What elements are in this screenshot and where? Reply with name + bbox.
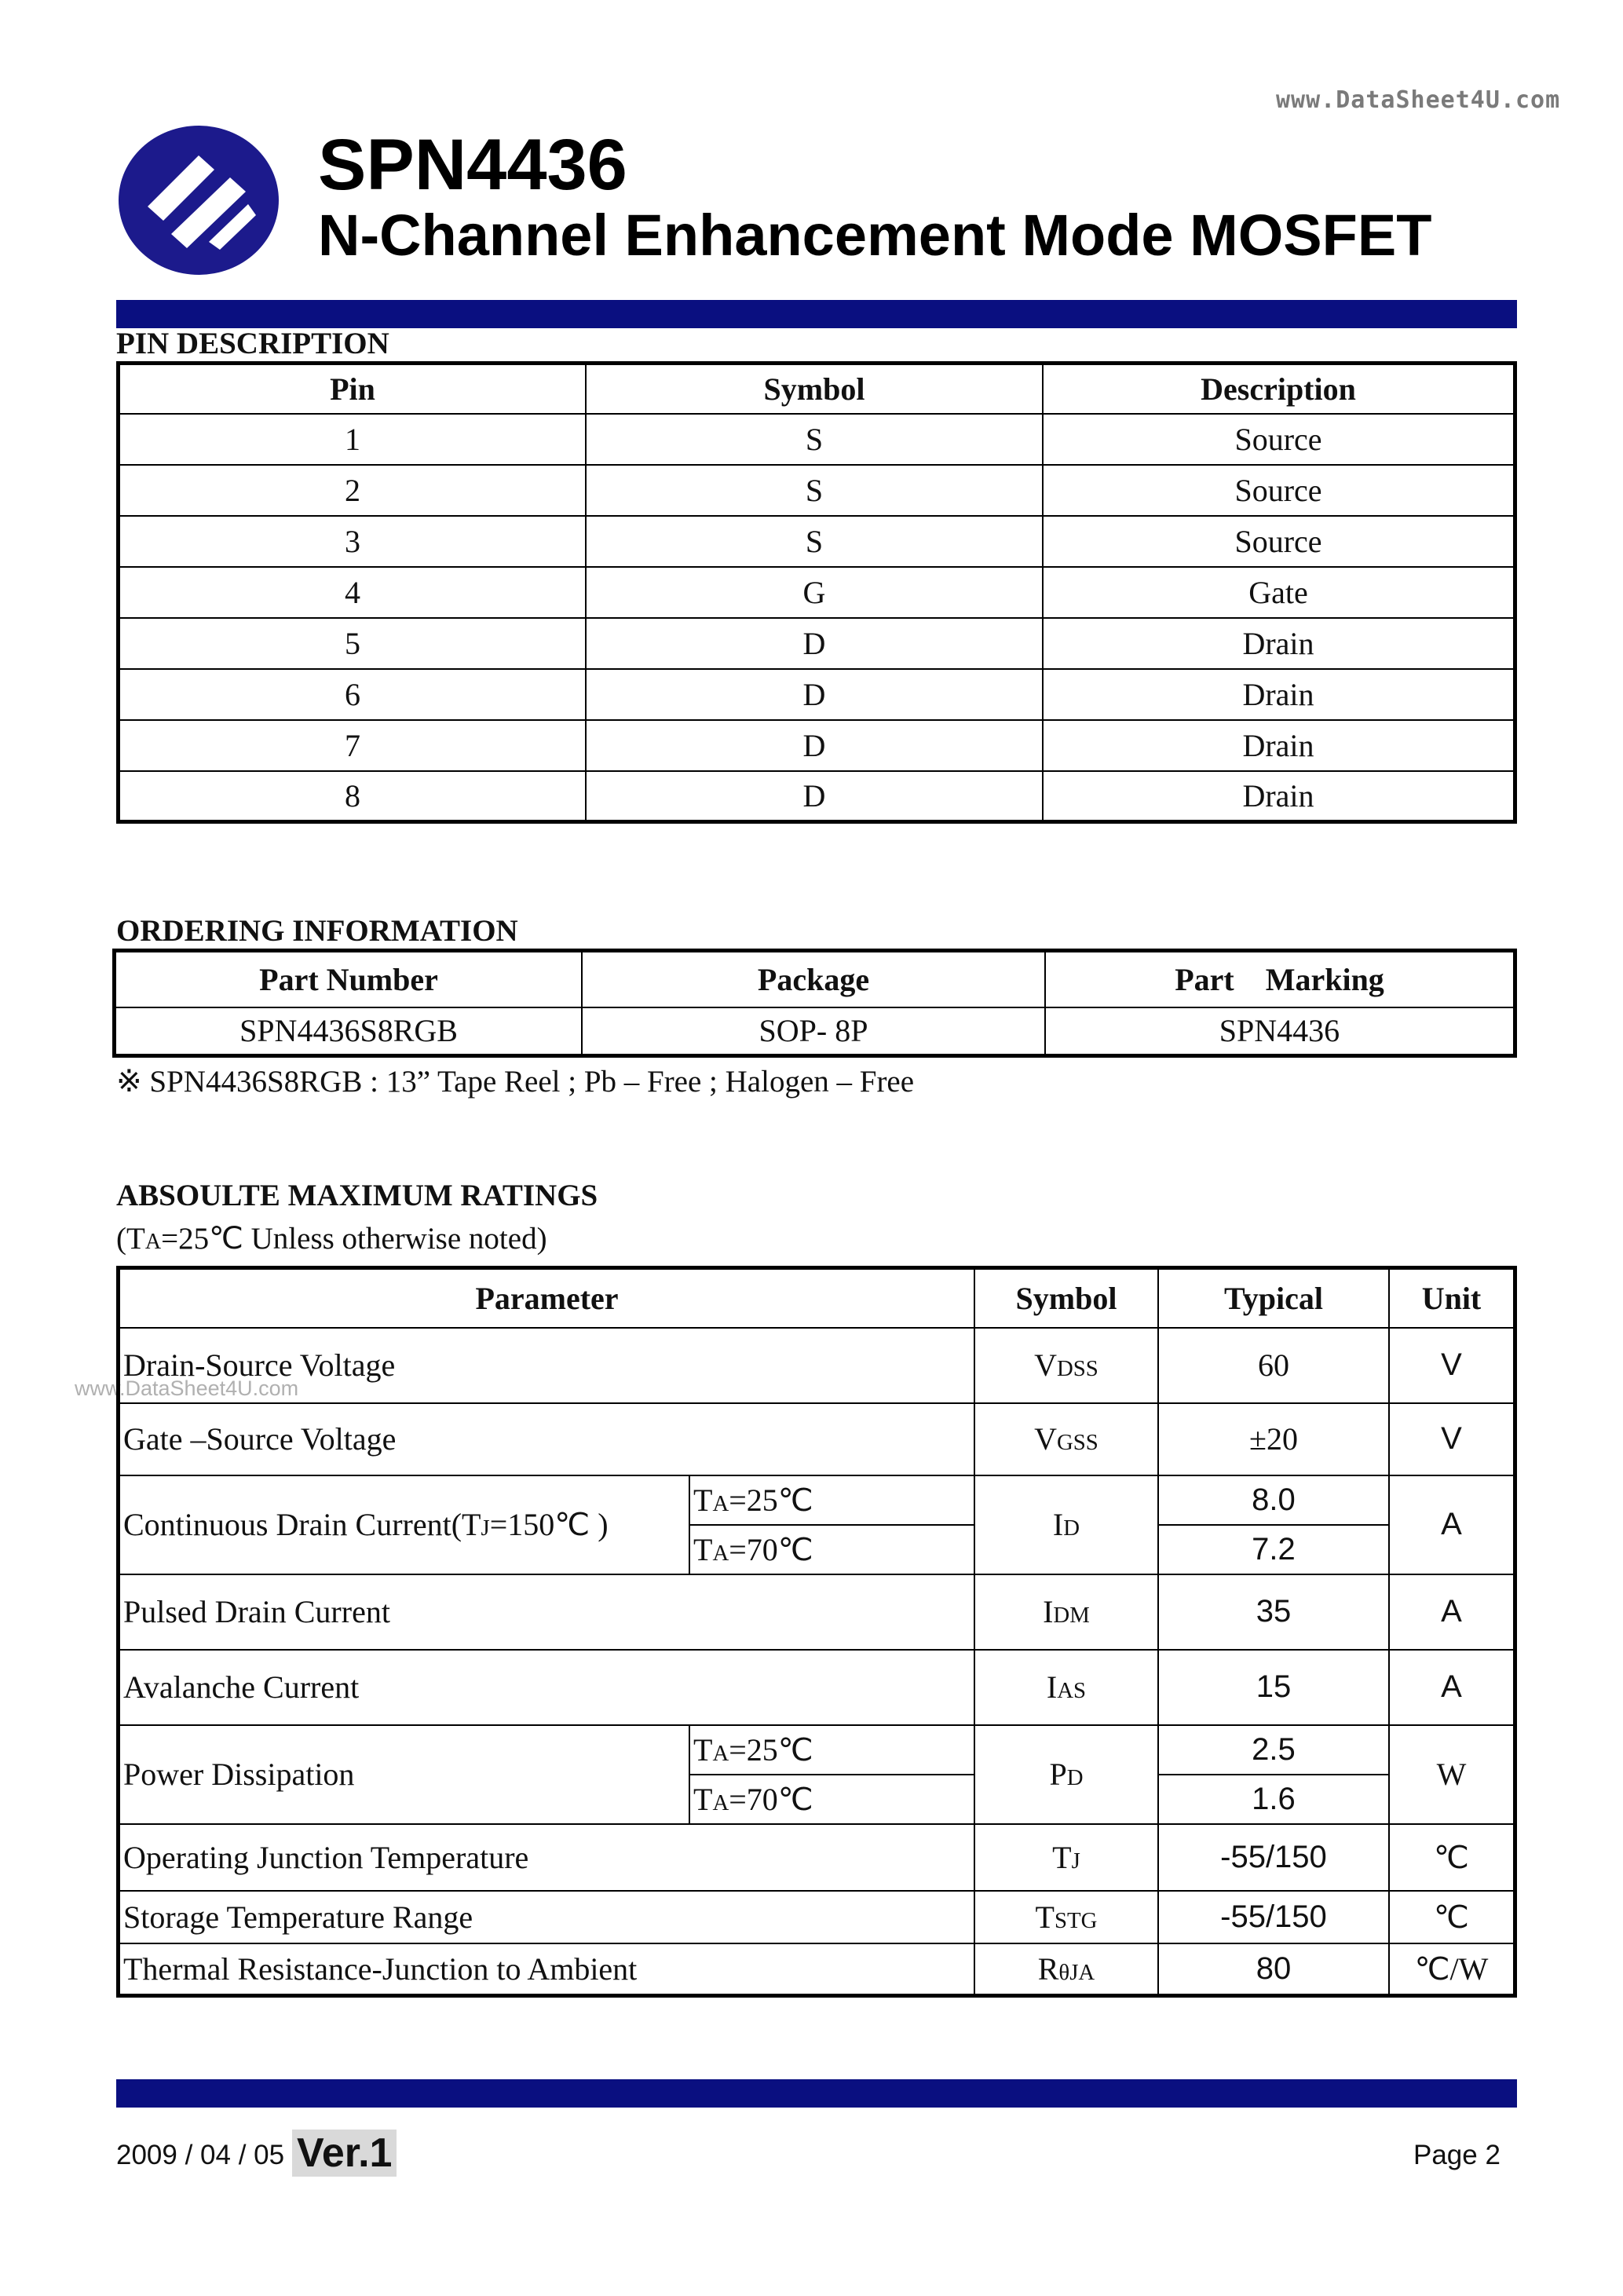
table-row	[119, 567, 1515, 618]
ordering-info-title: ORDERING INFORMATION	[116, 914, 518, 948]
param-cell: Power Dissipation	[119, 1725, 690, 1824]
cell: 4	[119, 567, 587, 618]
table-row	[119, 771, 1515, 822]
param-cell: Operating Junction Temperature	[119, 1824, 974, 1891]
value-cell: 35	[1158, 1574, 1389, 1650]
cell: 5	[119, 618, 587, 669]
param-cell: Pulsed Drain Current	[119, 1574, 974, 1650]
col-header: Part Marking	[1045, 951, 1515, 1007]
table-row	[119, 1725, 1515, 1775]
symbol-cell: TJ	[974, 1824, 1158, 1891]
cell: SPN4436	[1045, 1007, 1515, 1056]
param-cell: Gate –Source Voltage	[119, 1403, 974, 1475]
param-cell: Storage Temperature Range	[119, 1891, 974, 1943]
page-number: Page 2	[1413, 2140, 1501, 2170]
table-row	[119, 516, 1515, 567]
col-header: Pin	[119, 364, 587, 414]
table-row	[119, 669, 1515, 720]
cell: S	[586, 465, 1043, 516]
col-header: Package	[582, 951, 1045, 1007]
cell: G	[586, 567, 1043, 618]
col-header: Symbol	[586, 364, 1043, 414]
symbol-cell: IAS	[974, 1650, 1158, 1725]
table-header-row	[119, 1268, 1515, 1328]
param-cell: Thermal Resistance-Junction to Ambient	[119, 1943, 974, 1996]
ordering-note: ※ SPN4436S8RGB : 13” Tape Reel ; Pb – Free ; Halogen – Free	[116, 1065, 915, 1099]
unit-cell: A	[1389, 1475, 1515, 1574]
cell: 6	[119, 669, 587, 720]
condition-cell: TA=25℃	[689, 1475, 974, 1525]
cell: Drain	[1043, 771, 1515, 822]
value-cell: 15	[1158, 1650, 1389, 1725]
table-row	[119, 1574, 1515, 1650]
unit-cell: ℃	[1389, 1824, 1515, 1891]
pin-description-title: PIN DESCRIPTION	[116, 327, 389, 360]
device-subtitle: N-Channel Enhancement Mode MOSFET	[318, 203, 1432, 268]
pin-description-table	[116, 361, 1517, 824]
cell: 8	[119, 771, 587, 822]
cell: Source	[1043, 465, 1515, 516]
symbol-cell: VGSS	[974, 1403, 1158, 1475]
unit-cell: A	[1389, 1650, 1515, 1725]
cell: Source	[1043, 516, 1515, 567]
col-header: Part Number	[115, 951, 583, 1007]
watermark-url: www.DataSheet4U.com	[1276, 86, 1561, 114]
symbol-cell: IDM	[974, 1574, 1158, 1650]
table-header-row	[115, 951, 1515, 1007]
unit-cell: ℃/W	[1389, 1943, 1515, 1996]
header-divider-bar	[116, 300, 1517, 328]
condition-cell: TA=70℃	[689, 1525, 974, 1574]
table-header-row	[119, 364, 1515, 414]
table-row	[115, 1007, 1515, 1056]
cell: 2	[119, 465, 587, 516]
cell: Drain	[1043, 720, 1515, 771]
table-row	[119, 465, 1515, 516]
table-row	[119, 1650, 1515, 1725]
symbol-cell: RθJA	[974, 1943, 1158, 1996]
cell: SPN4436S8RGB	[115, 1007, 583, 1056]
param-cell: Continuous Drain Current(TJ=150℃ )	[119, 1475, 690, 1574]
cell: S	[586, 414, 1043, 465]
ordering-info-table	[112, 949, 1517, 1058]
value-cell: -55/150	[1158, 1891, 1389, 1943]
symbol-cell: TSTG	[974, 1891, 1158, 1943]
version-badge: Ver.1	[292, 2130, 397, 2177]
table-row	[119, 618, 1515, 669]
footer-divider-bar	[116, 2079, 1517, 2108]
table-row	[119, 1328, 1515, 1403]
col-header: Typical	[1158, 1268, 1389, 1328]
symbol-cell: PD	[974, 1725, 1158, 1824]
table-row	[119, 414, 1515, 465]
unit-cell: W	[1389, 1725, 1515, 1824]
cell: D	[586, 618, 1043, 669]
value-cell: 1.6	[1158, 1775, 1389, 1824]
symbol-cell: VDSS	[974, 1328, 1158, 1403]
cell: Drain	[1043, 669, 1515, 720]
unit-cell: V	[1389, 1403, 1515, 1475]
watermark-url-side: www.DataSheet4U.com	[75, 1377, 299, 1400]
cell: D	[586, 720, 1043, 771]
unit-cell: A	[1389, 1574, 1515, 1650]
company-logo	[116, 124, 281, 277]
param-cell: Drain-Source Voltage	[119, 1328, 974, 1403]
col-header: Symbol	[974, 1268, 1158, 1328]
value-cell: 80	[1158, 1943, 1389, 1996]
cell: 7	[119, 720, 587, 771]
value-cell: ±20	[1158, 1403, 1389, 1475]
cell: S	[586, 516, 1043, 567]
table-row	[119, 1943, 1515, 1996]
table-row	[119, 720, 1515, 771]
symbol-cell: ID	[974, 1475, 1158, 1574]
cell: Source	[1043, 414, 1515, 465]
footer-date: 2009 / 04 / 05	[116, 2140, 285, 2170]
value-cell: 8.0	[1158, 1475, 1389, 1525]
cell: 1	[119, 414, 587, 465]
value-cell: -55/150	[1158, 1824, 1389, 1891]
condition-cell: TA=70℃	[689, 1775, 974, 1824]
cell: Drain	[1043, 618, 1515, 669]
table-row	[119, 1824, 1515, 1891]
param-cell: Avalanche Current	[119, 1650, 974, 1725]
cell: D	[586, 771, 1043, 822]
col-header: Parameter	[119, 1268, 974, 1328]
col-header: Description	[1043, 364, 1515, 414]
table-row	[119, 1475, 1515, 1525]
unit-cell: V	[1389, 1328, 1515, 1403]
condition-cell: TA=25℃	[689, 1725, 974, 1775]
ratings-condition: (TA=25℃ Unless otherwise noted)	[116, 1222, 547, 1256]
cell: Gate	[1043, 567, 1515, 618]
ratings-table	[116, 1266, 1517, 1998]
table-row	[119, 1891, 1515, 1943]
unit-cell: ℃	[1389, 1891, 1515, 1943]
ratings-title: ABSOULTE MAXIMUM RATINGS	[116, 1179, 598, 1212]
value-cell: 7.2	[1158, 1525, 1389, 1574]
value-cell: 2.5	[1158, 1725, 1389, 1775]
cell: SOP- 8P	[582, 1007, 1045, 1056]
part-number-title: SPN4436	[318, 125, 627, 205]
cell: 3	[119, 516, 587, 567]
cell: D	[586, 669, 1043, 720]
col-header: Unit	[1389, 1268, 1515, 1328]
table-row	[119, 1403, 1515, 1475]
value-cell: 60	[1158, 1328, 1389, 1403]
